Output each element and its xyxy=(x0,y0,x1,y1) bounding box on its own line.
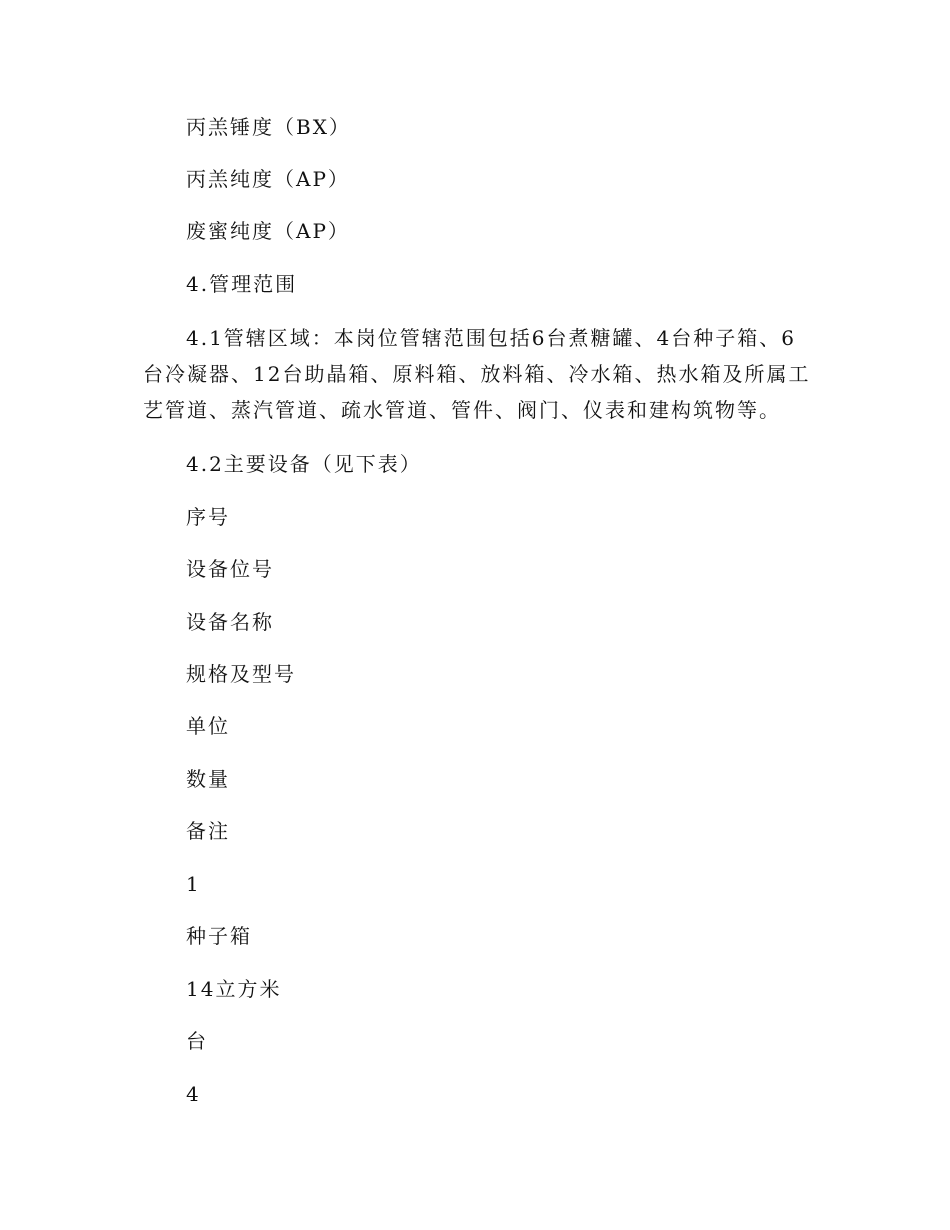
text-line-bx: 丙羔锤度（BX） xyxy=(186,115,351,139)
paragraph-jurisdiction: 4.1管辖区域：本岗位管辖范围包括6台煮糖罐、4台种子箱、6台冷凝器、12台助晶箱、原料箱、放料箱、冷水箱、热水箱及所属工艺管道、蒸汽管道、疏水管道、管件、阀门、仪表和建构筑物等。 xyxy=(143,326,811,422)
table-header-index: 序号 xyxy=(186,505,230,529)
subsection-heading-equipment: 4.2主要设备（见下表） xyxy=(186,452,422,476)
table-header-unit: 单位 xyxy=(186,714,230,738)
table-cell-unit: 台 xyxy=(186,1029,208,1053)
table-header-remarks: 备注 xyxy=(186,819,230,843)
text-line-waste-molasses: 废蜜纯度（AP） xyxy=(186,219,350,243)
table-header-name: 设备名称 xyxy=(186,610,274,634)
section-heading-scope: 4.管理范围 xyxy=(186,272,298,296)
table-header-tag: 设备位号 xyxy=(186,557,274,581)
table-header-quantity: 数量 xyxy=(186,767,230,791)
table-cell-spec: 14立方米 xyxy=(186,977,282,1001)
table-header-spec: 规格及型号 xyxy=(186,662,296,686)
table-cell-quantity: 4 xyxy=(186,1082,201,1106)
table-cell-name: 种子箱 xyxy=(186,924,252,948)
table-cell-index: 1 xyxy=(186,872,201,896)
text-line-ap: 丙羔纯度（AP） xyxy=(186,167,350,191)
